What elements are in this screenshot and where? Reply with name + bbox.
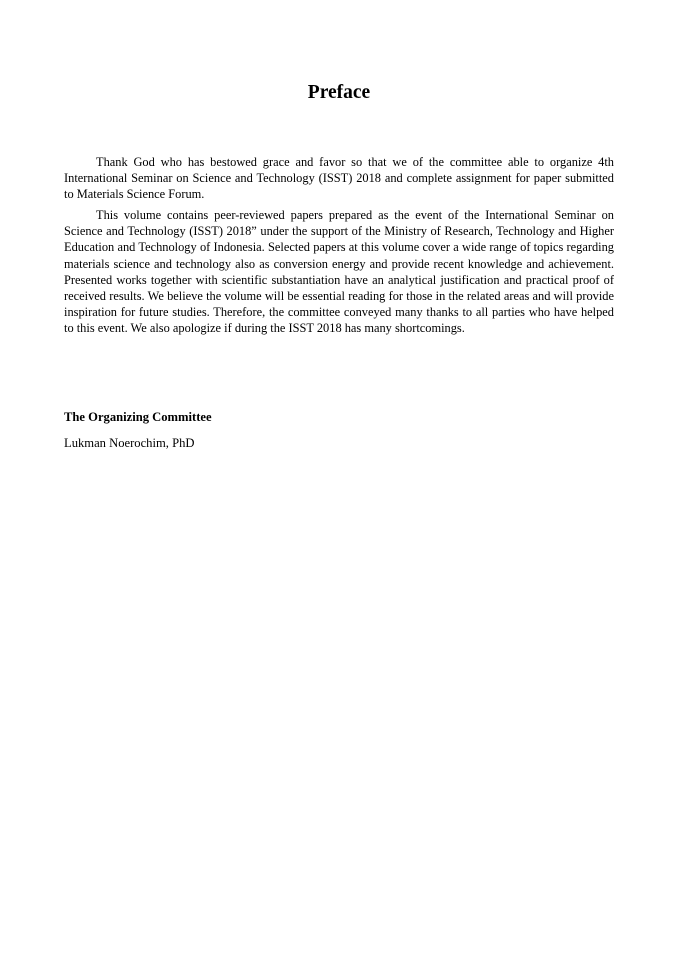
paragraph-1: Thank God who has bestowed grace and favor so that we of the committee able to organize 4th International Seminar on Science and Technology (ISST) 2018 and complete assignment for paper submitted to Materials Science Forum.: [64, 155, 614, 202]
signature-name: Lukman Noerochim, PhD: [64, 436, 195, 450]
paragraph-2: This volume contains peer-reviewed papers prepared as the event of the International Seminar on Science and Technology (ISST) 2018” under the support of the Ministry of Research, Technology and Higher Education and Technology of Indonesia. Selected papers at this volume cover a wide range of topics regarding materials science and technology also as conversion energy and provide recent knowledge and achievement. Presented works together with scientific substantiation have an analytical justification and practical proof of received results. We believe the volume will be essential reading for those in the related areas and will provide inspiration for future studies. Therefore, the committee conveyed many thanks to all parties who have helped to this event. We also apologize if during the ISST 2018 has many shortcomings.: [64, 208, 614, 335]
page-title: Preface: [307, 82, 371, 103]
preface-body: [64, 154, 614, 341]
signature-title: The Organizing Committee: [64, 410, 212, 424]
